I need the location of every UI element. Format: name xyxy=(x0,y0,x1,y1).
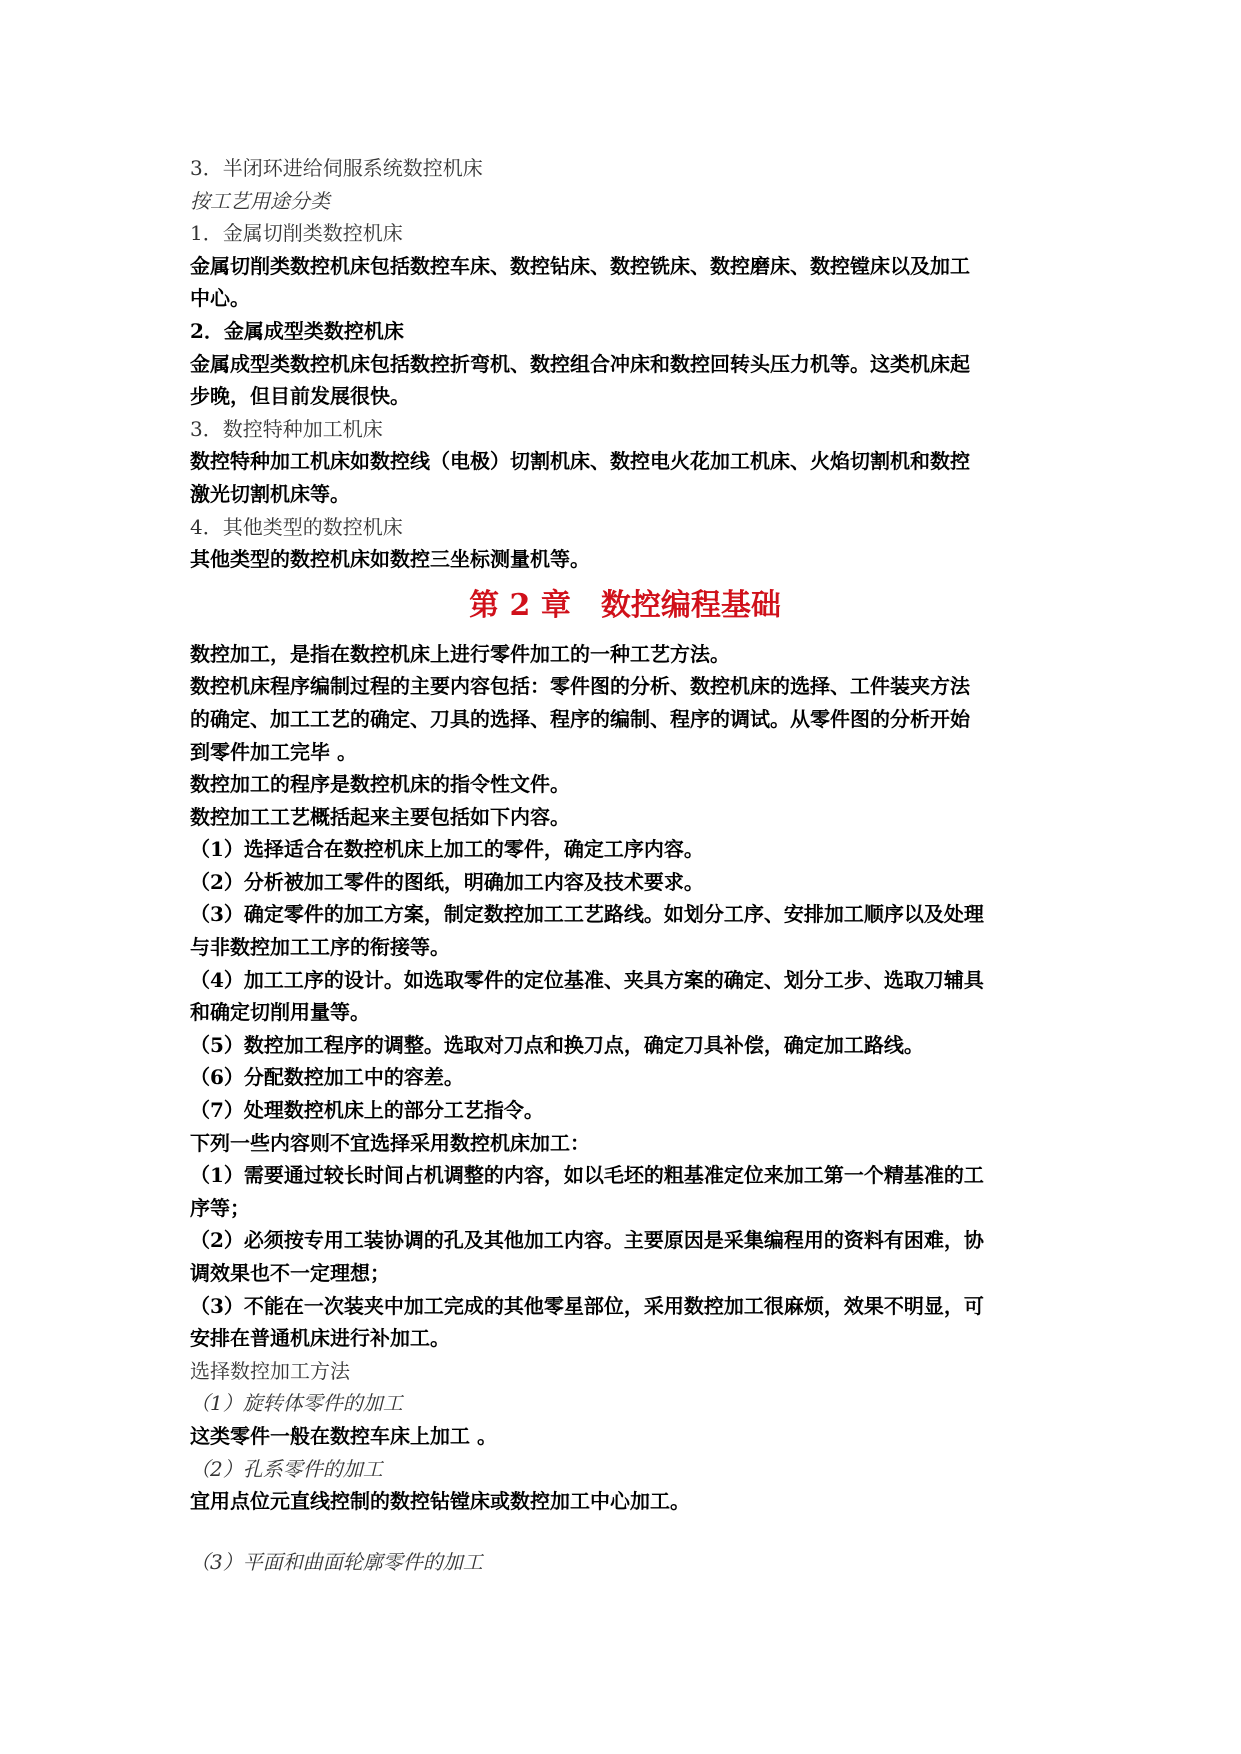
list-item: （2）必须按专用工装协调的孔及其他加工内容。主要原因是采集编程用的资料有困难，协 xyxy=(190,1228,984,1253)
list-item-continuation: 调效果也不一定理想； xyxy=(190,1261,390,1285)
paragraph-line: 其他类型的数控机床如数控三坐标测量机等。 xyxy=(190,547,590,572)
subsection-heading-holes: （2）孔系零件的加工 xyxy=(190,1456,383,1481)
paragraph-line: 宜用点位元直线控制的数控钻镗床或数控加工中心加工。 xyxy=(190,1489,690,1514)
list-item-continuation: 与非数控加工工序的衔接等。 xyxy=(190,935,450,960)
section-heading-metal-forming: 2．金属成型类数控机床 xyxy=(190,318,404,343)
list-item: （6）分配数控加工中的容差。 xyxy=(190,1065,464,1090)
paragraph-line: 数控机床程序编制过程的主要内容包括：零件图的分析、数控机床的选择、工件装夹方法 xyxy=(190,674,970,699)
paragraph-line: 的确定、加工工艺的确定、刀具的选择、程序的编制、程序的调试。从零件图的分析开始 xyxy=(190,706,970,731)
list-item: （5）数控加工程序的调整。选取对刀点和换刀点，确定刀具补偿，确定加工路线。 xyxy=(190,1032,924,1057)
paragraph-line: 数控加工，是指在数控机床上进行零件加工的一种工艺方法。 xyxy=(190,641,730,666)
subsection-heading-surfaces: （3）平面和曲面轮廓零件的加工 xyxy=(190,1549,483,1574)
paragraph-line: 中心。 xyxy=(190,286,250,311)
chapter-title: 第 2 章 数控编程基础 xyxy=(469,587,781,623)
list-item: （7）处理数控机床上的部分工艺指令。 xyxy=(190,1098,544,1123)
paragraph-line: 激光切割机床等。 xyxy=(190,481,350,506)
blank-line xyxy=(190,1518,1060,1546)
section-heading-semi-closed: 3．半闭环进给伺服系统数控机床 xyxy=(190,156,483,180)
list-item-continuation: 序等； xyxy=(190,1195,250,1220)
list-item: （1）选择适合在数控机床上加工的零件，确定工序内容。 xyxy=(190,837,704,862)
section-heading-metal-cutting: 1．金属切削类数控机床 xyxy=(190,221,403,246)
paragraph-line: 金属成型类数控机床包括数控折弯机、数控组合冲床和数控回转头压力机等。这类机床起 xyxy=(190,351,970,376)
section-heading-select-method: 选择数控加工方法 xyxy=(190,1358,350,1383)
list-item: （3）确定零件的加工方案，制定数控加工工艺路线。如划分工序、安排加工顺序以及处理 xyxy=(190,902,984,927)
paragraph-line: 到零件加工完毕 。 xyxy=(190,739,357,764)
paragraph-line: 数控加工工艺概括起来主要包括如下内容。 xyxy=(190,804,570,829)
section-heading-other: 4．其他类型的数控机床 xyxy=(190,514,403,539)
section-heading-special: 3．数控特种加工机床 xyxy=(190,416,383,441)
list-item: （4）加工工序的设计。如选取零件的定位基准、夹具方案的确定、划分工步、选取刀辅具 xyxy=(190,967,984,992)
page-content xyxy=(190,152,1060,1578)
paragraph-line: 下列一些内容则不宜选择采用数控机床加工： xyxy=(190,1130,590,1155)
paragraph-line: 金属切削类数控机床包括数控车床、数控钻床、数控铣床、数控磨床、数控镗床以及加工 xyxy=(190,253,970,278)
paragraph-line: 数控加工的程序是数控机床的指令性文件。 xyxy=(190,772,570,797)
list-item-continuation: 安排在普通机床进行补加工。 xyxy=(190,1326,450,1351)
paragraph-line: 步晚，但目前发展很快。 xyxy=(190,384,410,409)
paragraph-line: 这类零件一般在数控车床上加工 。 xyxy=(190,1423,497,1448)
subsection-heading-rotary: （1）旋转体零件的加工 xyxy=(190,1391,403,1416)
list-item-continuation: 和确定切削用量等。 xyxy=(190,1000,370,1025)
list-item: （3）不能在一次装夹中加工完成的其他零星部位，采用数控加工很麻烦，效果不明显，可 xyxy=(190,1293,984,1318)
section-heading-by-process: 按工艺用途分类 xyxy=(190,188,330,213)
paragraph-line: 数控特种加工机床如数控线（电极）切割机床、数控电火花加工机床、火焰切割机和数控 xyxy=(190,449,970,474)
list-item: （2）分析被加工零件的图纸，明确加工内容及技术要求。 xyxy=(190,869,704,894)
list-item: （1）需要通过较长时间占机调整的内容，如以毛坯的粗基准定位来加工第一个精基准的工 xyxy=(190,1163,984,1188)
